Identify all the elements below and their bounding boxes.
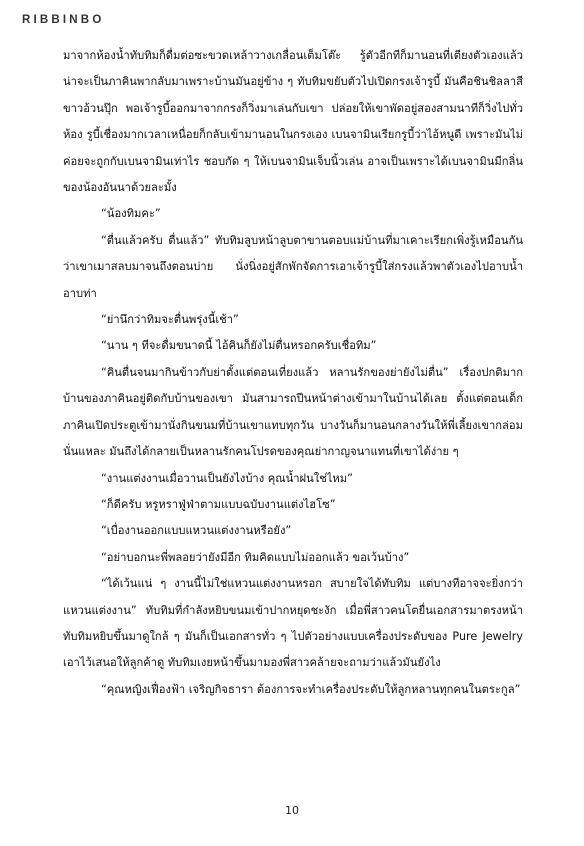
publisher-brand: RIBBINBO <box>22 14 105 26</box>
dialogue-line: “ย่านึกว่าทิมจะตื่นพรุ่งนี้เช้า” <box>101 313 239 327</box>
paragraph: “คินตื่นจนมากินข้าวกับย่าตั้งแต่ตอนเที่ยงแล้ว หลานรักของย่ายังไม่ตื่น” เรื่องปกติมาก บ้านของภาคินอยู่ติดกับบ้านของเขา มันสามารถปีนหน้าต่างเข้ามาในบ้านได้เลย ตั้งแต่ตอนเด็กภาคินเปิดประตูเข้ามานั่งกินขนมที่บ้านเขาแทบทุกวัน บางวันก็มานอนกลางวันให้พี่เลี้ยงเขากล่อม นั่นแหละ มันถึงได้กลายเป็นหลานรักคนโปรดของคุณย่ากาญจนาแทนที่เขาได้ง่าย ๆ <box>63 365 523 459</box>
dialogue-line: “งานแต่งงานเมื่อวานเป็นยังไงบ้าง คุณน้ำฝนใช่ไหม” <box>101 471 353 485</box>
dialogue-line: “ก็ดีครับ หรูหราฟู่ฟ่าตามแบบฉบับงานแต่งไฮโซ” <box>101 497 336 511</box>
dialogue-line: “น้องทิมคะ” <box>101 207 161 221</box>
paragraph: “คุณหญิงเฟื่องฟ้า เจริญกิจธารา ต้องการจะทำเครื่องประดับให้ลูกหลานทุกคนในตระกูล” <box>101 682 521 696</box>
dialogue-line: “นาน ๆ ทีจะดื่มขนาดนี้ ไอ้คินก็ยังไม่ตื่นหรอกครับเชื่อทิม” <box>101 339 377 353</box>
dialogue-line: “อย่าบอกนะพี่พลอยว่ายังมีอีก ทิมคิดแบบไม่ออกแล้ว ขอเว้นบ้าง” <box>101 550 410 564</box>
paragraph: “ตื่นแล้วครับ ตื่นแล้ว” ทับทิมลูบหน้าลูบตาขานตอบแม่บ้านที่มาเคาะเรียกเพิ่งรู้เหมือนกันว่าเขาเมาสลบมาจนถึงตอนบ่าย นั่งนิ่งอยู่สักพักจัดการเอาเจ้ารูบี้ใส่กรงแล้วพาตัวเองไปอาบน้ำอาบท่า <box>63 233 523 300</box>
body-text <box>63 43 523 703</box>
page-number: 10 <box>285 804 299 817</box>
paragraph: มาจากห้องน้ำทับทิมก็ดื่มต่อซะขวดเหล้าวางเกลื่อนเต็มโต๊ะ รู้ตัวอีกทีก็มานอนที่เตียงตัวเองแล้ว น่าจะเป็นภาคินพากลับมาเพราะบ้านมันอยู่ข้าง ๆ ทับทิมขยับตัวไปเปิดกรงเจ้ารูบี้ มันคือชินชิลลาสีขาวอ้วนปุ๊ก พอเจ้ารูบี้ออกมาจากกรงก็วิ่งมาเล่นกับเขา ปล่อยให้เขาพัดอยู่สองสามนาทีก็วิ่งไปทั่วห้อง รูบี้เชื่องมากเวลาเหนื่อยก็กลับเข้ามานอนในกรงเอง เบนจามินเรียกรูบี้ว่าไอ้หนูดี เพราะมันไม่ค่อยจะถูกกับเบนจามินเท่าไร ชอบกัด ๆ ให้เบนจามินเจ็บนิ้วเล่น อาจเป็นเพราะได้เบนจามินมีกลิ่นของน้องอันนาด้วยละมั้ง <box>63 49 523 195</box>
dialogue-line: “เบื่องานออกแบบแหวนแต่งงานหรือยัง” <box>101 524 292 538</box>
paragraph: “ได้เว้นแน่ ๆ งานนี้ไม่ใช่แหวนแต่งงานหรอก สบายใจได้ทับทิม แต่บางทีอาจจะยิ่งกว่าแหวนแต่งงาน” ทับทิมที่กำลังหยิบขนมเข้าปากหยุดชะงัก เมื่อพี่สาวคนโตยื่นเอกสารมาตรงหน้า ทับทิมหยิบขึ้นมาดูใกล้ ๆ มันก็เป็นเอกสารทั่ว ๆ ไปตัวอย่างแบบเครื่องประดับของ Pure Jewelry เอาไว้เสนอให้ลูกค้าดู ทับทิมเงยหน้าขึ้นมามองพี่สาวคล้ายจะถามว่าแล้วมันยังไง <box>63 577 523 670</box>
